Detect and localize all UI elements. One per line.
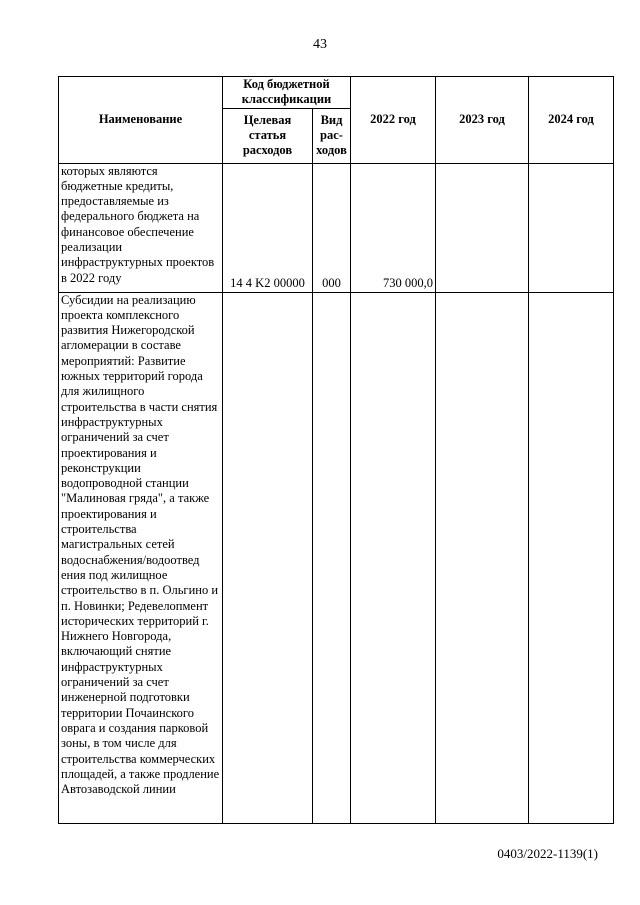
row-name: Субсидии на реализацию проекта комплексного развития Нижегородской агломерации в составе мероприятий: Развитие южных территорий города для жилищного строительства в части снятия инфраструктурных ограничений за счет проектирования и реконструкции водопроводной станции "Малиновая гряда", а также проектирования и строительства магистральных сетей водоснабжения/водоотвед ения под жилищное строительство в п. Ольгино и п. Новинки; Редевелопмент исторических территорий г. Нижнего Новгорода, включающий снятие инфраструктурных ограничений за счет инженерной подготовки территории Почаинского оврага и создания парковой зоны, в том числе для строительства коммерческих площадей, а также продление Автозаводской линии <box>59 292 223 823</box>
row-2023 <box>436 163 529 292</box>
header-name: Наименование <box>59 77 223 164</box>
row-2024 <box>529 163 614 292</box>
row-expense-type <box>313 292 351 823</box>
table-header-row <box>59 77 614 109</box>
row-2022 <box>351 292 436 823</box>
table-row <box>59 163 614 292</box>
budget-table <box>58 76 614 824</box>
row-target-article: 14 4 K2 00000 <box>223 163 313 292</box>
row-name: которых являются бюджетные кредиты, предоставляемые из федерального бюджета на финансовое обеспечение реализации инфраструктурных проектов в 2022 году <box>59 163 223 292</box>
document-number: 0403/2022-1139(1) <box>497 846 598 861</box>
header-target-article: Целевая статья расходов <box>223 108 313 163</box>
header-2024: 2024 год <box>529 77 614 164</box>
header-expense-type: Вид рас-ходов <box>313 108 351 163</box>
page-number: 43 <box>313 37 327 52</box>
row-expense-type: 000 <box>313 163 351 292</box>
header-2023: 2023 год <box>436 77 529 164</box>
table-row <box>59 292 614 823</box>
header-budget-code: Код бюджетной классификации <box>223 77 351 109</box>
header-2022: 2022 год <box>351 77 436 164</box>
row-2022: 730 000,0 <box>351 163 436 292</box>
row-2023 <box>436 292 529 823</box>
row-2024 <box>529 292 614 823</box>
row-target-article <box>223 292 313 823</box>
